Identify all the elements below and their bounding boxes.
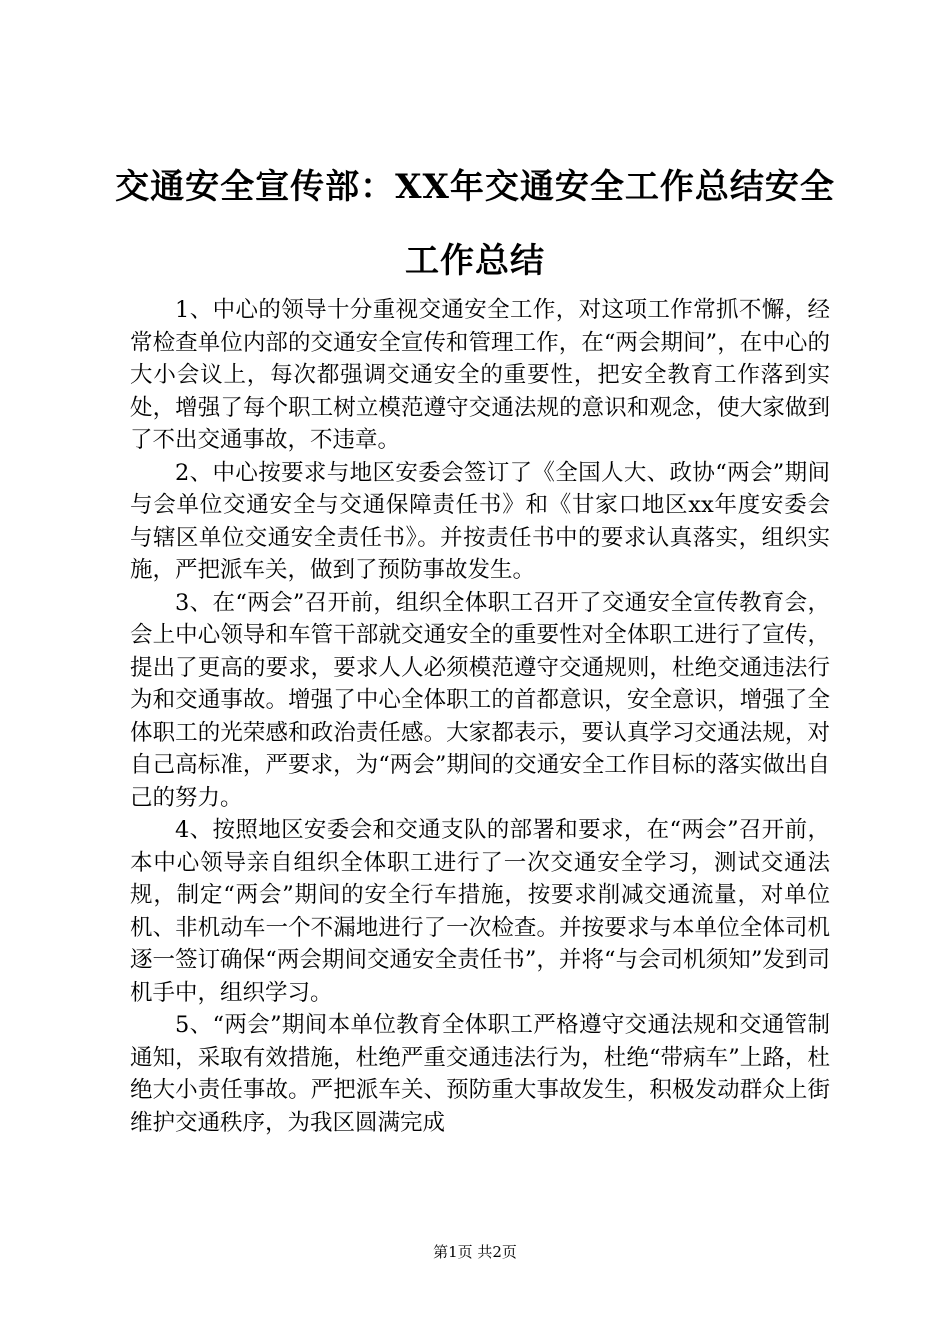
- paragraph-1: 1、中心的领导十分重视交通安全工作，对这项工作常抓不懈，经常检查单位内部的交通安全宣传和管理工作，在“两会期间”，在中心的大小会议上，每次都强调交通安全的重要性，把安全教育工作落到实处，增强了每个职工树立模范遵守交通法规的意识和观念，使大家做到了不出交通事故，不违章。: [130, 297, 830, 453]
- paragraph-2: 2、中心按要求与地区安委会签订了《全国人大、政协“两会”期间与会单位交通安全与交通保障责任书》和《甘家口地区xx年度安委会与辖区单位交通安全责任书》。并按责任书中的要求认真落实，组织实施，严把派车关，做到了预防事故发生。: [130, 459, 830, 583]
- document-body: [130, 294, 830, 1139]
- page-number-footer: 第1页 共2页: [433, 1243, 517, 1261]
- document-title: 交通安全宣传部：XX年交通安全工作总结安全工作总结: [115, 167, 835, 281]
- paragraph-4: 4、按照地区安委会和交通支队的部署和要求，在“两会”召开前，本中心领导亲自组织全体职工进行了一次交通安全学习，测试交通法规，制定“两会”期间的安全行车措施，按要求削减交通流量，对单位机、非机动车一个不漏地进行了一次检查。并按要求与本单位全体司机逐一签订确保“两会期间交通安全责任书”，并将“与会司机须知”发到司机手中，组织学习。: [130, 817, 830, 1006]
- paragraph-5: 5、“两会”期间本单位教育全体职工严格遵守交通法规和交通管制通知，采取有效措施，杜绝严重交通违法行为，杜绝“带病车”上路，杜绝大小责任事故。严把派车关、预防重大事故发生，积极发动群众上街维护交通秩序，为我区圆满完成: [130, 1012, 830, 1136]
- paragraph-3: 3、在“两会”召开前，组织全体职工召开了交通安全宣传教育会，会上中心领导和车管干部就交通安全的重要性对全体职工进行了宣传，提出了更高的要求，要求人人必须模范遵守交通规则，杜绝交通违法行为和交通事故。增强了中心全体职工的首都意识，安全意识，增强了全体职工的光荣感和政治责任感。大家都表示，要认真学习交通法规，对自己高标准，严要求，为“两会”期间的交通安全工作目标的落实做出自己的努力。: [130, 589, 830, 811]
